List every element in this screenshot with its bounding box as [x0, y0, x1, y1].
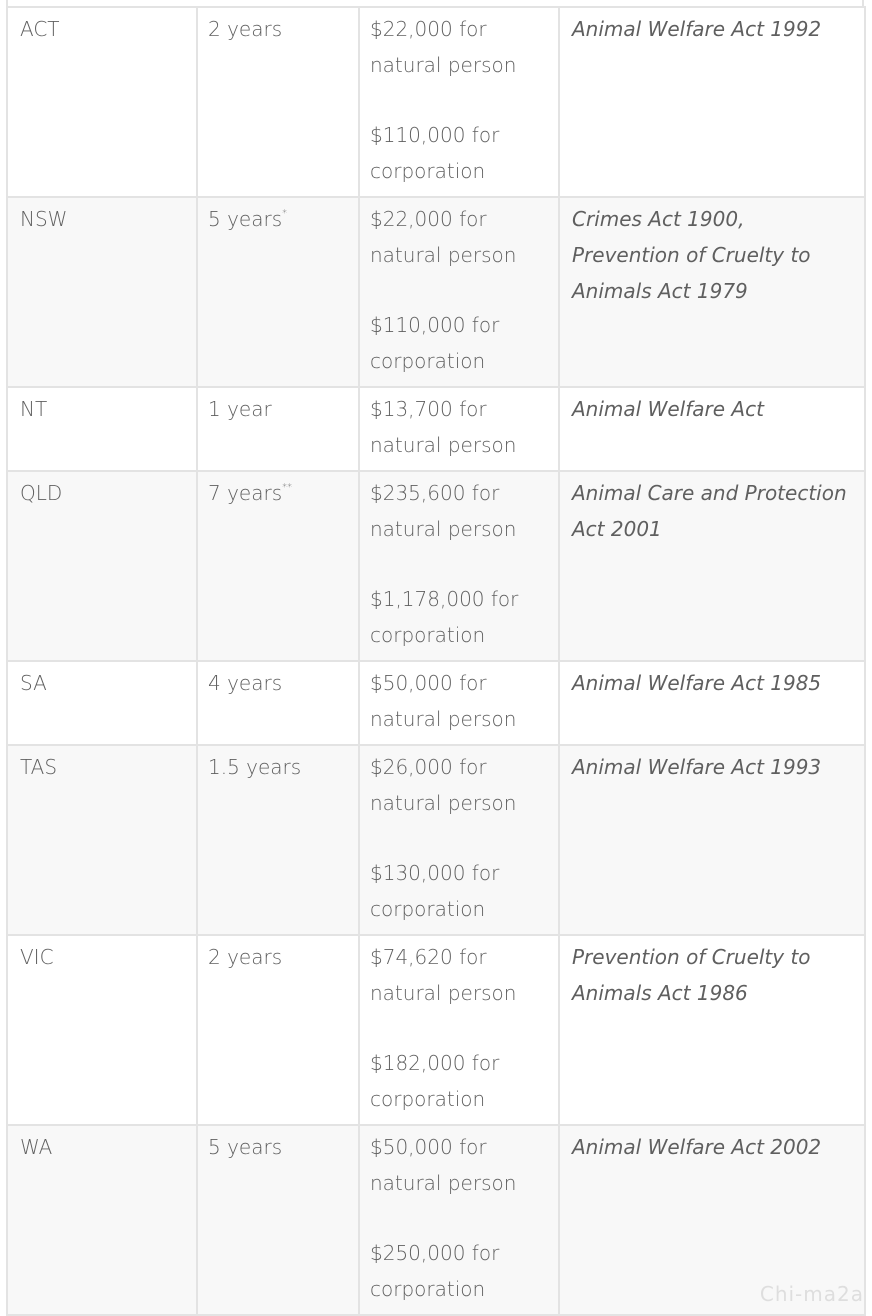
- prison-term-cell: [197, 1125, 359, 1315]
- table-row: [7, 197, 865, 387]
- state-label: WA: [20, 1135, 53, 1159]
- penalty-corporation-line: $182,000 for: [370, 1051, 500, 1075]
- penalty-person-line: natural person: [370, 791, 517, 815]
- prison-term-cell: [197, 471, 359, 661]
- penalty-cell: [359, 471, 559, 661]
- penalty-corporation-line: corporation: [370, 1087, 486, 1111]
- penalty-spacer: [370, 273, 548, 307]
- state-label: ACT: [20, 17, 60, 41]
- penalty-cell: [359, 661, 559, 745]
- legislation-text: Animal Welfare Act 2002: [572, 1135, 822, 1159]
- prison-term-cell: [197, 745, 359, 935]
- legislation-cell: [559, 387, 865, 471]
- state-cell: [7, 661, 197, 745]
- state-cell: [7, 197, 197, 387]
- legislation-cell: [559, 471, 865, 661]
- state-cell: [7, 1125, 197, 1315]
- state-cell: [7, 745, 197, 935]
- legislation-cell: [559, 197, 865, 387]
- legislation-text: Animal Welfare Act 1992: [572, 17, 822, 41]
- legislation-cell: [559, 745, 865, 935]
- prison-term: 5 years: [208, 207, 283, 231]
- penalty-spacer: [370, 821, 548, 855]
- table-row: [7, 387, 865, 471]
- legislation-text: Animal Welfare Act 1993: [572, 755, 822, 779]
- penalty-person-line: $235,600 for: [370, 481, 500, 505]
- penalty-corporation-line: $1,178,000 for: [370, 587, 519, 611]
- table-row: [7, 935, 865, 1125]
- penalty-cell: [359, 745, 559, 935]
- penalty-corporation-line: corporation: [370, 897, 486, 921]
- penalty-corporation-line: corporation: [370, 1277, 486, 1301]
- penalty-corporation-line: corporation: [370, 159, 486, 183]
- state-cell: [7, 387, 197, 471]
- state-label: VIC: [20, 945, 54, 969]
- penalty-spacer: [370, 1201, 548, 1235]
- table-row: [7, 661, 865, 745]
- legislation-text: Crimes Act 1900, Prevention of Cruelty to Animals Act 1979: [572, 207, 811, 303]
- penalty-cell: [359, 935, 559, 1125]
- penalty-person-line: $13,700 for: [370, 397, 487, 421]
- penalty-person-line: natural person: [370, 243, 517, 267]
- state-cell: [7, 471, 197, 661]
- penalty-person-line: $50,000 for: [370, 671, 487, 695]
- table-row: [7, 471, 865, 661]
- penalty-corporation-line: corporation: [370, 623, 486, 647]
- state-cell: [7, 7, 197, 197]
- state-label: SA: [20, 671, 47, 695]
- prison-term-cell: [197, 7, 359, 197]
- penalty-spacer: [370, 1011, 548, 1045]
- table-body: [7, 7, 865, 1315]
- penalty-corporation-line: $110,000 for: [370, 123, 500, 147]
- prison-term-cell: [197, 935, 359, 1125]
- legislation-text: Animal Care and Protection Act 2001: [572, 481, 847, 541]
- penalty-cell: [359, 197, 559, 387]
- prison-term: 1.5 years: [208, 755, 302, 779]
- prison-term: 2 years: [208, 17, 283, 41]
- prison-term: 2 years: [208, 945, 283, 969]
- prison-term: 5 years: [208, 1135, 283, 1159]
- penalty-person-line: $22,000 for: [370, 17, 487, 41]
- state-label: QLD: [20, 481, 63, 505]
- prison-term: 4 years: [208, 671, 283, 695]
- penalty-corporation-line: corporation: [370, 349, 486, 373]
- prison-term: 7 years: [208, 481, 283, 505]
- prison-term: 1 year: [208, 397, 272, 421]
- table-row: [7, 7, 865, 197]
- penalty-person-line: $26,000 for: [370, 755, 487, 779]
- footnote-mark: **: [282, 482, 293, 494]
- legislation-cell: [559, 935, 865, 1125]
- prison-term-cell: [197, 197, 359, 387]
- legislation-cell: [559, 661, 865, 745]
- penalties-table: [6, 6, 866, 1316]
- penalty-person-line: natural person: [370, 981, 517, 1005]
- penalty-spacer: [370, 547, 548, 581]
- penalty-cell: [359, 387, 559, 471]
- penalty-person-line: $50,000 for: [370, 1135, 487, 1159]
- state-label: TAS: [20, 755, 58, 779]
- penalty-person-line: natural person: [370, 53, 517, 77]
- table-row: [7, 1125, 865, 1315]
- legislation-text: Animal Welfare Act 1985: [572, 671, 822, 695]
- legislation-text: Prevention of Cruelty to Animals Act 1986: [572, 945, 811, 1005]
- penalty-cell: [359, 7, 559, 197]
- penalty-person-line: natural person: [370, 433, 517, 457]
- penalty-corporation-line: $110,000 for: [370, 313, 500, 337]
- state-label: NT: [20, 397, 48, 421]
- penalty-person-line: natural person: [370, 1171, 517, 1195]
- penalty-corporation-line: $250,000 for: [370, 1241, 500, 1265]
- penalty-person-line: $74,620 for: [370, 945, 487, 969]
- watermark: Chi-ma2a: [759, 1282, 864, 1306]
- penalty-person-line: natural person: [370, 517, 517, 541]
- state-label: NSW: [20, 207, 68, 231]
- penalty-corporation-line: $130,000 for: [370, 861, 500, 885]
- penalty-person-line: $22,000 for: [370, 207, 487, 231]
- footnote-mark: *: [282, 208, 288, 220]
- state-cell: [7, 935, 197, 1125]
- penalty-cell: [359, 1125, 559, 1315]
- table-row: [7, 745, 865, 935]
- penalty-spacer: [370, 83, 548, 117]
- penalty-person-line: natural person: [370, 707, 517, 731]
- legislation-cell: [559, 7, 865, 197]
- prison-term-cell: [197, 387, 359, 471]
- legislation-text: Animal Welfare Act: [572, 397, 764, 421]
- prison-term-cell: [197, 661, 359, 745]
